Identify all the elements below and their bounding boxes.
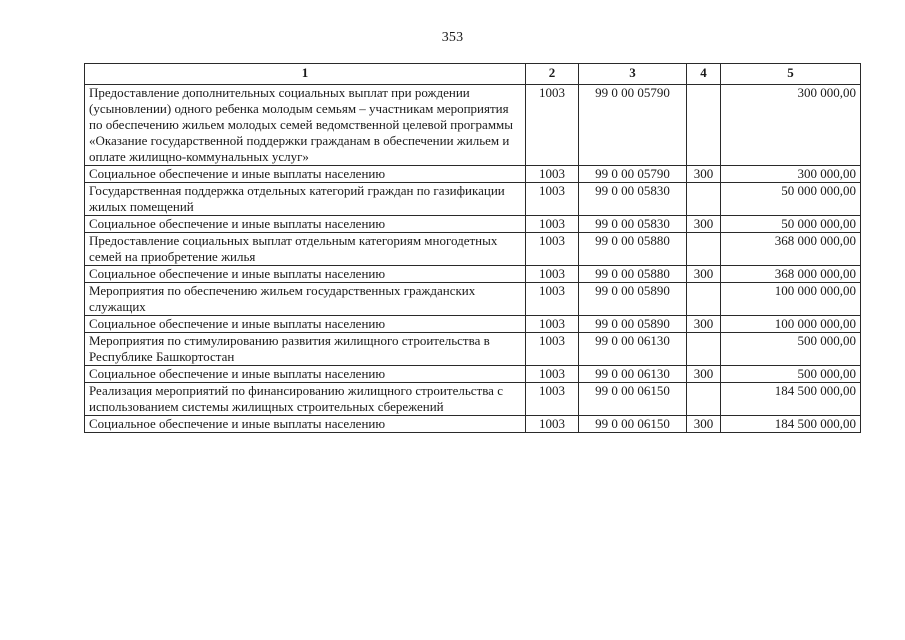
row-amount-cell: 184 500 000,00 xyxy=(721,416,861,433)
row-section-cell: 1003 xyxy=(526,216,579,233)
row-section-cell: 1003 xyxy=(526,283,579,316)
column-header-target: 3 xyxy=(579,64,687,85)
row-expense-type-cell xyxy=(687,333,721,366)
table-header-row xyxy=(85,64,861,85)
row-name-cell: Социальное обеспечение и иные выплаты населению xyxy=(85,366,526,383)
table-row xyxy=(85,366,861,383)
row-amount-cell: 100 000 000,00 xyxy=(721,283,861,316)
row-amount-cell: 300 000,00 xyxy=(721,85,861,166)
row-section-cell: 1003 xyxy=(526,333,579,366)
row-expense-type-cell: 300 xyxy=(687,166,721,183)
table-body xyxy=(85,85,861,433)
table-row xyxy=(85,216,861,233)
row-section-cell: 1003 xyxy=(526,383,579,416)
row-target-cell: 99 0 00 05830 xyxy=(579,183,687,216)
row-amount-cell: 184 500 000,00 xyxy=(721,383,861,416)
table-row xyxy=(85,283,861,316)
table-row xyxy=(85,266,861,283)
column-header-expense-type: 4 xyxy=(687,64,721,85)
column-header-name: 1 xyxy=(85,64,526,85)
table-row xyxy=(85,316,861,333)
row-section-cell: 1003 xyxy=(526,266,579,283)
column-header-amount: 5 xyxy=(721,64,861,85)
row-expense-type-cell xyxy=(687,233,721,266)
row-target-cell: 99 0 00 05790 xyxy=(579,85,687,166)
row-name-cell: Социальное обеспечение и иные выплаты населению xyxy=(85,266,526,283)
table-row xyxy=(85,416,861,433)
budget-table xyxy=(84,63,861,433)
row-expense-type-cell: 300 xyxy=(687,366,721,383)
row-name-cell: Социальное обеспечение и иные выплаты населению xyxy=(85,216,526,233)
row-target-cell: 99 0 00 06130 xyxy=(579,333,687,366)
row-amount-cell: 368 000 000,00 xyxy=(721,266,861,283)
row-section-cell: 1003 xyxy=(526,233,579,266)
row-expense-type-cell xyxy=(687,183,721,216)
row-amount-cell: 50 000 000,00 xyxy=(721,216,861,233)
row-expense-type-cell: 300 xyxy=(687,216,721,233)
row-target-cell: 99 0 00 06150 xyxy=(579,383,687,416)
row-expense-type-cell xyxy=(687,85,721,166)
row-section-cell: 1003 xyxy=(526,366,579,383)
table-row xyxy=(85,233,861,266)
row-name-cell: Социальное обеспечение и иные выплаты населению xyxy=(85,166,526,183)
table-row xyxy=(85,183,861,216)
table-row xyxy=(85,166,861,183)
row-section-cell: 1003 xyxy=(526,166,579,183)
row-amount-cell: 100 000 000,00 xyxy=(721,316,861,333)
row-name-cell: Реализация мероприятий по финансированию жилищного строительства с использованием системы жилищных строительных сбережений xyxy=(85,383,526,416)
row-target-cell: 99 0 00 05830 xyxy=(579,216,687,233)
row-name-cell: Предоставление социальных выплат отдельным категориям многодетных семей на приобретение жилья xyxy=(85,233,526,266)
row-target-cell: 99 0 00 05880 xyxy=(579,266,687,283)
row-name-cell: Мероприятия по стимулированию развития жилищного строительства в Республике Башкортостан xyxy=(85,333,526,366)
row-target-cell: 99 0 00 06150 xyxy=(579,416,687,433)
row-name-cell: Социальное обеспечение и иные выплаты населению xyxy=(85,416,526,433)
row-target-cell: 99 0 00 05790 xyxy=(579,166,687,183)
table-row xyxy=(85,85,861,166)
row-section-cell: 1003 xyxy=(526,416,579,433)
row-name-cell: Предоставление дополнительных социальных выплат при рождении (усыновлении) одного ребенка молодым семьям – участникам мероприятия по обеспечению жильем молодых семей ведомственной целевой программы «Оказание государственной поддержки гражданам в обеспечении жильем и оплате жилищно-коммунальных услуг» xyxy=(85,85,526,166)
row-expense-type-cell: 300 xyxy=(687,266,721,283)
row-target-cell: 99 0 00 05890 xyxy=(579,316,687,333)
table-row xyxy=(85,333,861,366)
row-expense-type-cell xyxy=(687,283,721,316)
row-name-cell: Социальное обеспечение и иные выплаты населению xyxy=(85,316,526,333)
row-amount-cell: 500 000,00 xyxy=(721,366,861,383)
row-section-cell: 1003 xyxy=(526,316,579,333)
table-row xyxy=(85,383,861,416)
row-expense-type-cell xyxy=(687,383,721,416)
row-section-cell: 1003 xyxy=(526,85,579,166)
row-target-cell: 99 0 00 05880 xyxy=(579,233,687,266)
row-amount-cell: 368 000 000,00 xyxy=(721,233,861,266)
row-name-cell: Государственная поддержка отдельных категорий граждан по газификации жилых помещений xyxy=(85,183,526,216)
page-number: 353 xyxy=(441,30,464,45)
row-target-cell: 99 0 00 05890 xyxy=(579,283,687,316)
row-target-cell: 99 0 00 06130 xyxy=(579,366,687,383)
row-amount-cell: 50 000 000,00 xyxy=(721,183,861,216)
row-name-cell: Мероприятия по обеспечению жильем государственных гражданских служащих xyxy=(85,283,526,316)
row-section-cell: 1003 xyxy=(526,183,579,216)
row-amount-cell: 500 000,00 xyxy=(721,333,861,366)
row-expense-type-cell: 300 xyxy=(687,416,721,433)
column-header-section: 2 xyxy=(526,64,579,85)
row-amount-cell: 300 000,00 xyxy=(721,166,861,183)
row-expense-type-cell: 300 xyxy=(687,316,721,333)
